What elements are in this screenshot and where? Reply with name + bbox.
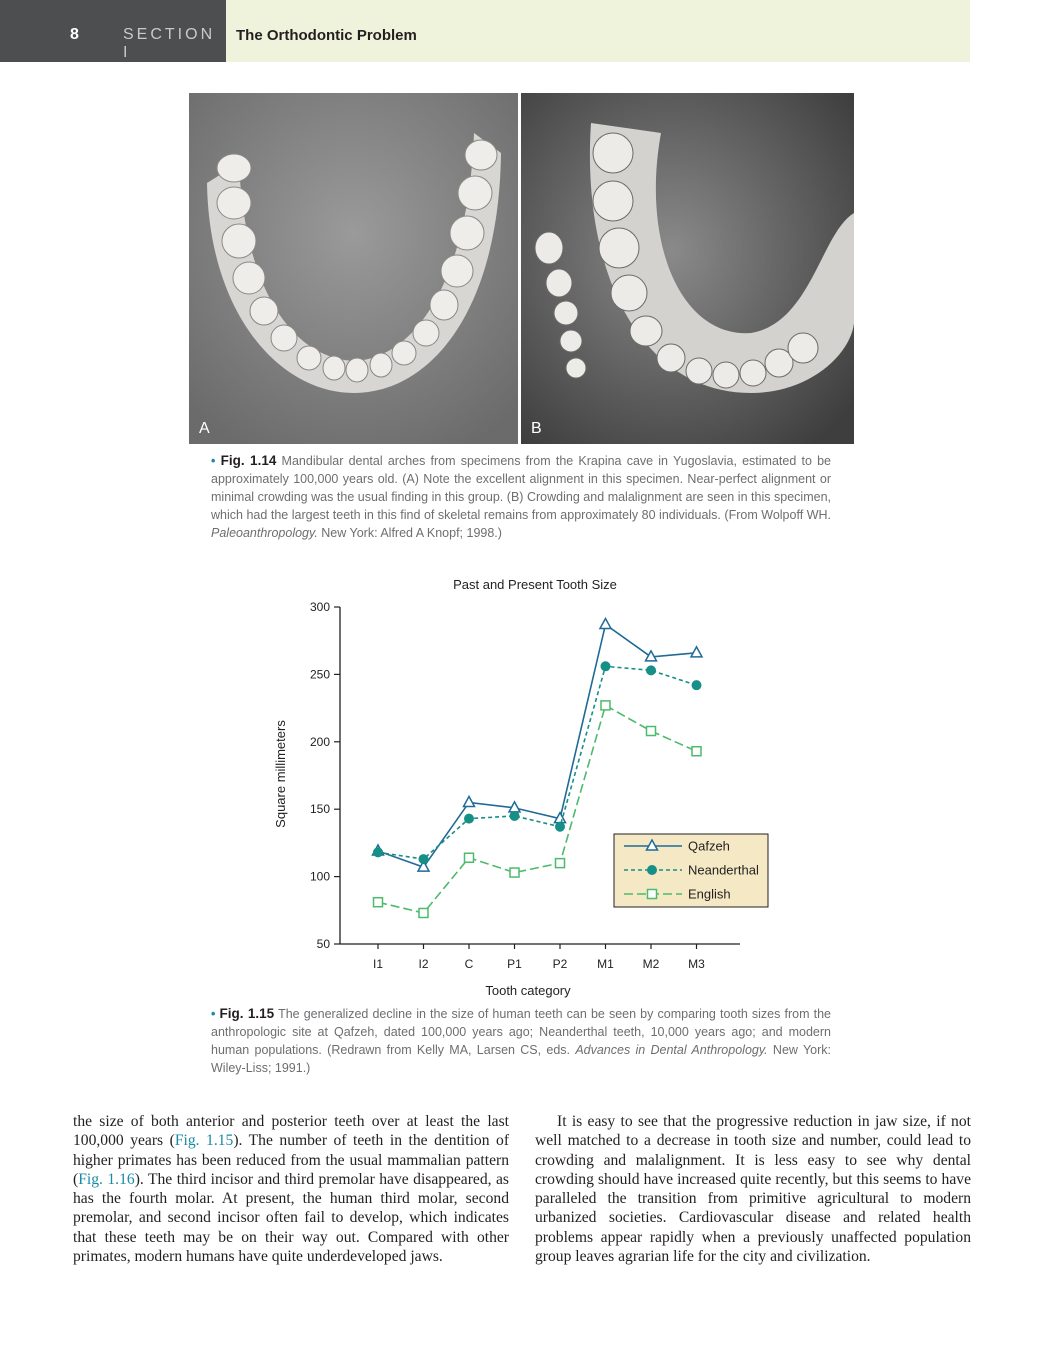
data-point-english xyxy=(374,898,383,907)
data-point-neanderthal xyxy=(556,822,565,831)
series-qafzeh xyxy=(373,619,703,872)
chart-y-axis-label: Square millimeters xyxy=(273,720,288,828)
section-label: SECTION I xyxy=(123,26,216,61)
jaw-photo-a-illustration xyxy=(189,93,518,444)
caption-bullet-icon: • xyxy=(211,1007,216,1021)
data-point-neanderthal xyxy=(510,811,519,820)
data-point-english xyxy=(647,727,656,736)
data-point-qafzeh xyxy=(691,647,702,657)
header-section-block xyxy=(0,0,226,62)
figure-1-16-link[interactable]: Fig. 1.16 xyxy=(78,1170,135,1188)
data-point-neanderthal xyxy=(465,814,474,823)
data-point-neanderthal xyxy=(419,855,428,864)
caption-text-end: New York: Alfred A Knopf; 1998.) xyxy=(317,526,502,540)
data-point-english xyxy=(556,859,565,868)
chart-axes xyxy=(310,600,740,971)
y-tick-label: 150 xyxy=(309,802,330,817)
page-number: 8 xyxy=(70,26,79,43)
data-point-english xyxy=(601,701,610,710)
body-text: ). The number of teeth in the dentition of higher primates has been reduced from the usual mammalian pattern ( xyxy=(73,1132,510,1188)
legend-marker-neanderthal xyxy=(648,866,657,875)
jaw-photo-b-illustration xyxy=(521,93,854,444)
x-tick-label: I1 xyxy=(372,957,384,971)
data-point-english xyxy=(419,908,428,917)
panel-label-b: B xyxy=(531,420,542,437)
data-point-neanderthal xyxy=(601,662,610,671)
chart-legend xyxy=(614,834,768,907)
figure-label: Fig. 1.14 xyxy=(220,453,277,468)
body-text: the size of both anterior and posterior teeth over at least the last 100,000 years ( xyxy=(73,1113,509,1150)
caption-text-end: New York: Wiley-Liss; 1991.) xyxy=(211,1043,831,1075)
figure-1-14-photo-b xyxy=(521,93,854,444)
data-point-neanderthal xyxy=(647,666,656,675)
data-point-english xyxy=(465,853,474,862)
caption-bullet-icon: • xyxy=(211,454,216,468)
figure-1-14-caption xyxy=(211,452,831,542)
x-tick-label: P2 xyxy=(552,957,568,971)
legend-label-qafzeh: Qafzeh xyxy=(688,838,730,854)
panel-label-a: A xyxy=(199,420,210,437)
data-point-english xyxy=(692,747,701,756)
data-point-qafzeh xyxy=(600,619,611,629)
chart-title: Past and Present Tooth Size xyxy=(453,577,617,592)
y-tick-label: 50 xyxy=(316,937,330,951)
header-chapter-block xyxy=(226,0,970,62)
body-text-right-column xyxy=(535,1112,971,1266)
y-tick-label: 100 xyxy=(309,869,330,884)
x-tick-label: M2 xyxy=(642,957,660,971)
data-point-neanderthal xyxy=(374,848,383,857)
tooth-size-line-chart xyxy=(260,572,790,1002)
data-point-neanderthal xyxy=(692,681,701,690)
x-tick-label: I2 xyxy=(418,957,429,971)
x-tick-label: M1 xyxy=(597,957,614,971)
x-tick-label: M3 xyxy=(688,957,705,971)
chapter-title: The Orthodontic Problem xyxy=(236,27,417,44)
figure-1-15-link[interactable]: Fig. 1.15 xyxy=(174,1132,234,1150)
caption-text: Mandibular dental arches from specimens from the Krapina cave in Yugoslavia, estimated to be approximately 100,000 years old. (A) Note the excellent alignment in this specimen. Near-perfect alignment or minimal crowding was the usual finding in this group. (B) Crowding and malalignment are seen in this specimen, which had the largest teeth in this find of skeletal remains from approximately 80 individuals. (From Wolpoff WH. xyxy=(211,454,832,522)
figure-1-14-photo-a xyxy=(189,93,518,444)
body-text-left-column xyxy=(73,1112,509,1266)
data-point-english xyxy=(510,868,519,877)
legend-label-english: English xyxy=(688,886,731,902)
figure-label: Fig. 1.15 xyxy=(219,1006,275,1021)
body-text: It is easy to see that the progressive reduction in jaw size, if not well matched to a decrease in tooth size and number, could lead to crowding and malalignment. It is less easy to see why dental crowding should have increased quite recently, but this seems to have paralleled the transition from primitive agricultural to modern urbanized societies. Cardiovascular disease and related health problems appear rapidly when a previously unaffected population group leaves agrarian life for the city and civilization. xyxy=(535,1113,971,1266)
y-tick-label: 300 xyxy=(309,600,330,614)
body-text: ). The third incisor and third premolar have disappeared, as has the fourth molar. At present, the human third molar, second premolar, and second incisor often fail to develop, which indicates that these teeth may be on their way out. Compared with other primates, modern humans have quite underdeveloped jaws. xyxy=(73,1170,510,1266)
x-tick-label: C xyxy=(464,957,474,971)
y-tick-label: 200 xyxy=(309,734,330,749)
y-tick-label: 250 xyxy=(309,667,330,682)
x-tick-label: P1 xyxy=(507,957,522,971)
caption-italic-title: Advances in Dental Anthropology. xyxy=(575,1043,768,1057)
series-neanderthal xyxy=(374,662,702,864)
series-line-neanderthal xyxy=(378,666,697,859)
figure-1-15-caption xyxy=(211,1005,831,1077)
data-point-qafzeh xyxy=(464,796,475,806)
chart-x-axis-label: Tooth category xyxy=(485,983,571,998)
legend-marker-english xyxy=(648,890,657,899)
legend-label-neanderthal: Neanderthal xyxy=(688,862,759,878)
caption-text: The generalized decline in the size of human teeth can be seen by comparing tooth sizes from the anthropologic site at Qafzeh, dated 100,000 years ago; Neanderthal teeth, 10,000 years ago; and modern human populations. (Redrawn from Kelly MA, Larsen CS, eds. xyxy=(211,1007,831,1057)
caption-italic-title: Paleoanthropology. xyxy=(211,526,318,540)
